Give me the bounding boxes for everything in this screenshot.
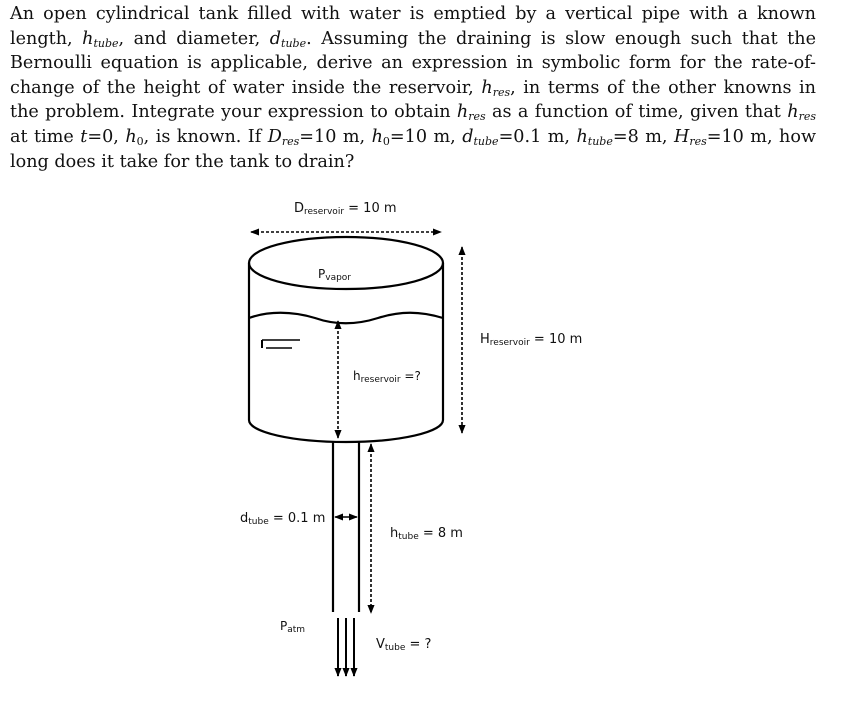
text-segment: , in terms of the other knowns in the problem. Integrate your expression to obtain	[10, 77, 816, 123]
reservoir-height-label: Hreservoir = 10 m	[480, 332, 583, 348]
variable-h: h	[125, 126, 137, 147]
water-height-label: hreservoir =?	[353, 369, 421, 385]
variable-h: h	[371, 126, 383, 147]
text-segment: =0,	[87, 126, 126, 147]
subscript-res: res	[798, 110, 817, 124]
text-segment: =0.1 m,	[498, 126, 577, 147]
subscript-0: 0	[136, 134, 144, 148]
vapor-pressure-label: Pvapor	[318, 267, 352, 283]
text-segment: as a function of time, given that	[485, 102, 788, 123]
variable-D: D	[267, 126, 282, 147]
tank-bottom-front	[249, 420, 443, 442]
subscript-res: res	[468, 110, 486, 124]
subscript-res: res	[492, 85, 511, 99]
exit-flow-arrows	[338, 618, 354, 676]
variable-h: h	[456, 102, 469, 123]
text-segment: =8 m,	[612, 126, 674, 147]
subscript-tube: tube	[587, 134, 613, 148]
text-segment: =10 m,	[299, 126, 372, 147]
text-segment: =10 m,	[389, 126, 463, 147]
water-level-symbol	[262, 340, 300, 348]
text-segment: at time	[10, 126, 81, 147]
subscript-tube: tube	[281, 36, 307, 50]
water-surface	[249, 313, 443, 324]
tube-length-label: htube = 8 m	[390, 526, 463, 542]
variable-d: d	[462, 126, 474, 147]
subscript-0: 0	[382, 134, 390, 148]
subscript-tube: tube	[473, 134, 499, 148]
variable-H: H	[673, 126, 690, 147]
variable-h: h	[82, 28, 94, 49]
tube-velocity-label: Vtube = ?	[376, 637, 432, 653]
variable-h: h	[481, 77, 493, 98]
text-segment: . Assuming the draining is slow enough such that the Bernoulli equation is applicable, derive an expression in symbolic form for the rate-of-change of the height of water inside the reservoir,	[10, 28, 816, 98]
atmospheric-pressure-label: Patm	[280, 619, 306, 635]
reservoir-diameter-label: Dreservoir = 10 m	[294, 201, 397, 217]
subscript-res: res	[689, 134, 707, 148]
text-segment: An open cylindrical tank filled with water is emptied by a vertical pipe with a known length,	[10, 4, 816, 49]
tube-diameter-label: dtube = 0.1 m	[240, 511, 326, 527]
variable-t: t	[80, 126, 88, 147]
drain-pipe	[333, 441, 359, 612]
variable-d: d	[269, 28, 282, 49]
subscript-res: res	[281, 134, 300, 148]
text-segment: , is known. If	[143, 126, 268, 147]
variable-h: h	[576, 126, 588, 147]
text-segment: =10 m, how long does it take for the tank to drain?	[10, 126, 817, 172]
subscript-tube: tube	[93, 36, 119, 50]
variable-h: h	[787, 102, 799, 123]
text-segment: , and diameter,	[118, 28, 270, 49]
